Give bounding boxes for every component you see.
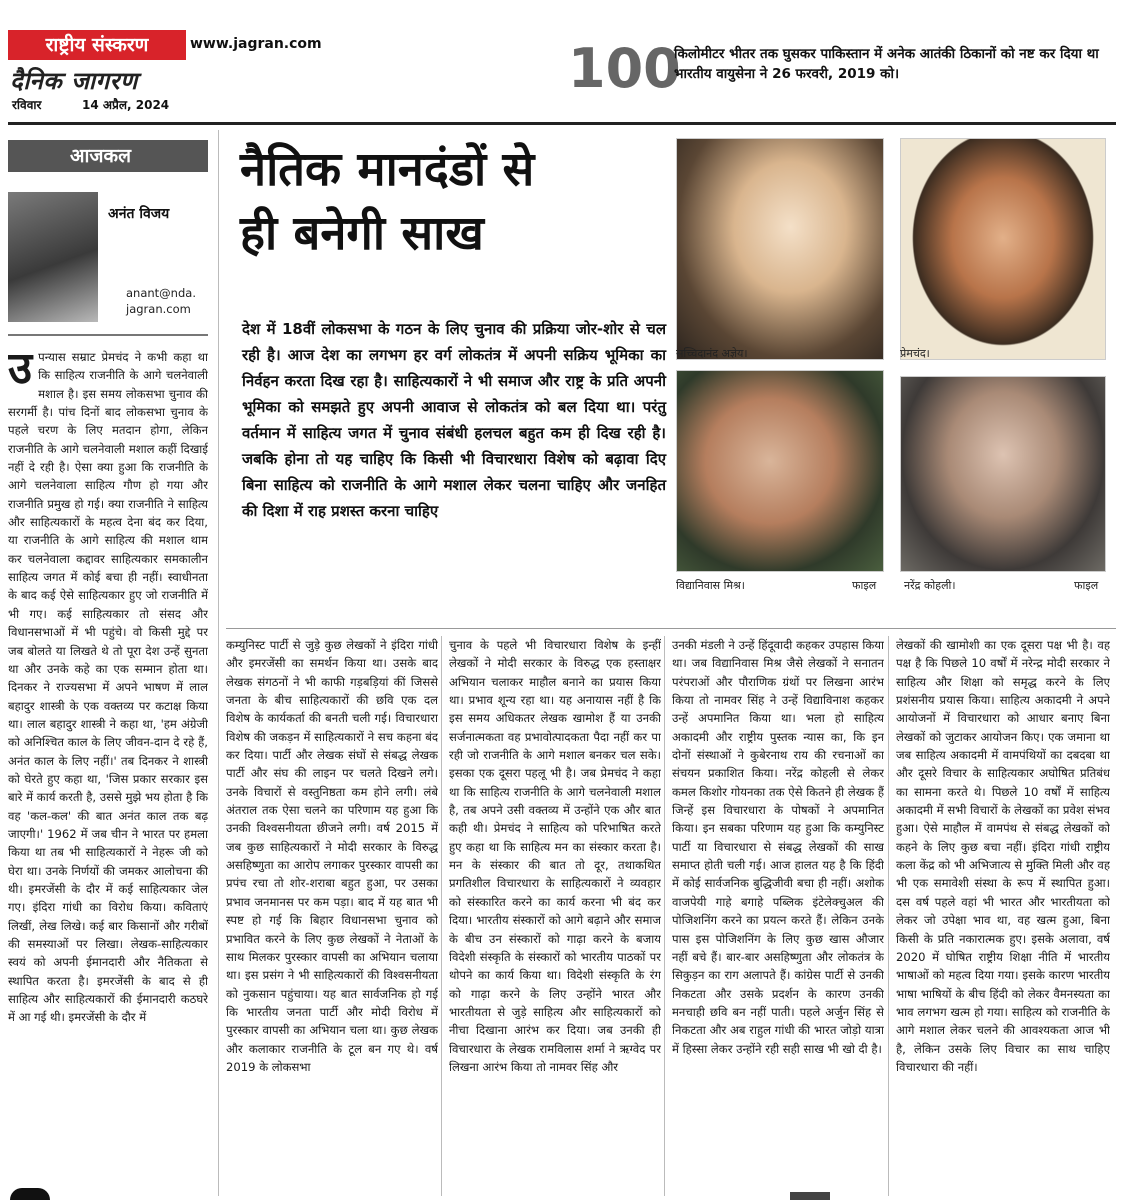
headline-line-2: ही बनेगी साख — [240, 206, 484, 261]
article-deck: देश में 18वीं लोकसभा के गठन के लिए चुनाव की प्रक्रिया जोर-शोर से चल रही है। आज देश का लगभग हर वर्ग लोकतंत्र में अपनी सक्रिय भूमिका का निर्वहन करता दिख रहा है। साहित्यकारों ने भी समाज और राष्ट्र के प्रति अपनी भूमिका को समझते हुए अपनी आवाज से लोकतंत्र को बल दिया था। परंतु वर्तमान में साहित्य जगत में चुनाव संबंधी हलचल बहुत कम ही दिख रही है। जबकि होना तो यह चाहिए कि किसी भी विचारधारा विशेष को बढ़ावा दिए बिना साहित्य को राजनीति के आगे मशाल लेकर चलना चाहिए और जनहित की दिशा में राह प्रशस्त करना चाहिए — [242, 320, 666, 520]
author-email-line1: anant@nda. — [126, 286, 196, 300]
file-credit-2: फाइल — [1074, 579, 1099, 592]
issue-day: रविवार — [12, 98, 42, 112]
author-name: अनंत विजय — [108, 206, 170, 222]
website-link[interactable]: www.jagran.com — [190, 36, 322, 52]
caption-agyeya: सच्चिदानंद अज्ञेय। — [676, 347, 748, 360]
column-divider — [888, 636, 889, 1196]
caption-vidyaniwas: विद्यानिवास मिश्र। — [676, 579, 745, 592]
body-divider — [226, 628, 1116, 629]
headline-line-1: नैतिक मानदंडों से — [240, 142, 535, 197]
fact-number: 100 — [568, 37, 681, 100]
dropcap: उ — [8, 348, 33, 394]
author-divider — [8, 334, 208, 336]
newspaper-logo: दैनिक जागरण — [10, 67, 138, 95]
footer-ornament — [10, 1188, 50, 1200]
footer-mark — [790, 1192, 830, 1200]
article-column-1 — [8, 348, 208, 1193]
column-divider — [664, 636, 665, 1196]
photo-narendra-kohli — [900, 376, 1106, 572]
article-column-3: चुनाव के पहले भी विचारधारा विशेष के इन्हीं लेखकों ने मोदी सरकार के विरुद्ध एक हस्ताक्षर अभियान चलाकर माहौल बनाने का प्रयास किया था। प्रभाव शून्य रहा था। यह अनायास नहीं है कि इस समय अधिकतर लेखक खामोश हैं या उनकी सर्जनात्मकता वह प्रभावोत्पादकता पैदा नहीं कर पा रही जो राजनीति के आगे मशाल बनकर चल सके। इसका एक दूसरा पहलू भी है। जब प्रेमचंद ने कहा था कि साहित्य राजनीति के आगे चलनेवाली मशाल है, तब अपने उसी वक्तव्य में उन्होंने एक और बात कही थी। प्रेमचंद ने साहित्य को परिभाषित करते हुए कहा था कि साहित्य मन का संस्कार करता है। मन के संस्कार की बात तो दूर, तथाकथित प्रगतिशील विचारधारा के साहित्यकारों ने व्यवहार को संस्कारित करने का कार्य करना भी बंद कर दिया। भारतीय संस्कारों को आगे बढ़ाने और समाज के बीच उन संस्कारों को गाढ़ा करने के बजाय विदेशी संस्कृति के संस्कारों को भारतीय पाठकों पर थोपने का कार्य किया था। विदेशी संस्कृति के रंग को गाढ़ा करने के लिए उन्होंने भारत और भारतीयता से जुड़े साहित्य और साहित्यकारों को नीचा दिखाना आरंभ कर दिया। जब उनकी ही विचारधारा के लेखक रामविलास शर्मा ने ऋग्वेद पर लिखना आरंभ किया तो नामवर सिंह और — [449, 638, 661, 1074]
caption-narendra-kohli: नरेंद्र कोहली। — [904, 579, 956, 592]
edition-badge: राष्ट्रीय संस्करण — [8, 30, 186, 60]
file-credit-1: फाइल — [852, 579, 877, 592]
column-tag: आजकल — [8, 140, 208, 172]
column-divider — [218, 130, 219, 1196]
caption-premchand: प्रेमचंद। — [900, 347, 930, 360]
article-column-5: लेखकों की खामोशी का एक दूसरा पक्ष भी है। वह पक्ष है कि पिछले 10 वर्षों में नरेन्द्र मोदी सरकार ने साहित्य और शिक्षा को समृद्ध करने के लिए प्रशंसनीय प्रयास किया। साहित्य अकादमी ने अपने आयोजनों में विचारधारा को आधार बनाए बिना लेखकों को जुटाकर आयोजन किए। एक जमाना था जब साहित्य अकादमी में वामपंथियों का दबदबा था और दूसरे विचार के साहित्यकार अघोषित प्रतिबंध का सामना करते थे। पिछले 10 वर्षों में साहित्य अकादमी में सभी विचारों के लेखकों का प्रवेश संभव हुआ। ऐसे माहौल में वामपंथ से संबद्ध लेखकों को कहने के लिए कुछ बचा नहीं। इंदिरा गांधी राष्ट्रीय कला केंद्र को भी अभिजात्य से मुक्ति मिली और वह भी एक समावेशी संस्था के रूप में स्थापित हुआ। दस वर्ष पहले वहां भी भारत और भारतीयता को लेकर जो उपेक्षा भाव था, वह खत्म हुआ, बिना किसी के प्रति नकारात्मक हुए। इसके अलावा, वर्ष 2020 में घोषित राष्ट्रीय शिक्षा नीति में भारतीय भाषाओं को महत्व दिया गया। इसके कारण भारतीय भाषा भाषियों के बीच हिंदी को लेकर वैमनस्यता का भाव लगभग खत्म हो गया। साहित्य को राजनीति के आगे मशाल लेकर चलने की आवश्यकता आज भी है, लेकिन उसके लिए विचार का साथ चाहिए विचारधारा की नहीं। — [896, 638, 1110, 1074]
masthead-divider — [8, 122, 1116, 125]
article-column-4: उनकी मंडली ने उन्हें हिंदूवादी कहकर उपहास किया था। जब विद्यानिवास मिश्र जैसे लेखकों ने सनातन परंपराओं और पौराणिक ग्रंथों पर लिखना आरंभ किया तो नामवर सिंह ने उन्हें विद्याविनाश कहकर उन्हें अपमानित किया था। भला हो साहित्य अकादमी और राष्ट्रीय पुस्तक न्यास का, कि इन दोनों संस्थाओं ने कुबेरनाथ राय की रचनाओं का संचयन प्रकाशित किया। नरेंद्र कोहली से लेकर कमल किशोर गोयनका तक ऐसे कितने ही लेखक हैं जिन्हें इस विचारधारा के पोषकों ने अपमानित किया। इन सबका परिणाम यह हुआ कि कम्युनिस्ट पार्टी या विचारधारा से संबद्ध लेखकों की साख समाप्त होती चली गई। आज हालत यह है कि हिंदी में कोई सार्वजनिक बुद्धिजीवी बचा ही नहीं। अशोक वाजपेयी गाहे बगाहे पब्लिक इंटेलेक्चुअल की पोजिशनिंग करने का प्रयत्न करते हैं। लेकिन उनके पास इस पोजिशनिंग के लिए कुछ खास औजार नहीं बचे हैं। बार-बार असहिष्णुता और लोकतंत्र के सिकुड़न का राग अलापते हैं। कांग्रेस पार्टी से उनकी निकटता और उसके प्रदर्शन के कारण उनकी मनचाही छवि बन नहीं पाती। पहले अर्जुन सिंह से निकटता और अब राहुल गांधी की भारत जोड़ो यात्रा में हिस्सा लेकर उन्होंने रही सही साख भी खो दी है। — [672, 638, 884, 1056]
author-email[interactable] — [126, 285, 196, 317]
photo-vidyaniwas — [676, 370, 884, 572]
photo-agyeya — [676, 138, 884, 360]
author-email-line2: jagran.com — [126, 302, 191, 316]
article-column-1-text: पन्यास सम्राट प्रेमचंद ने कभी कहा था कि साहित्य राजनीति के आगे चलनेवाली मशाल है। इस समय लोकसभा चुनाव की सरगर्मी है। पांच दिनों बाद लोकसभा चुनाव के पहले चरण के लिए मतदान होगा, लेकिन राजनीति के आगे चलनेवाली मशाल कहीं दिखाई नहीं दे रही है। ऐसा क्या हुआ कि राजनीति के आगे चलनेवाला साहित्य गौण हो गया और राजनीति प्रमुख हो गई। क्या राजनीति ने साहित्य और साहित्यकारों के महत्व देना बंद कर दिया, या राजनीति के आगे साहित्य की मशाल थाम कर चलनेवाला कद्दावर साहित्यकार समकालीन साहित्य जगत में कोई बचा ही नहीं। स्वाधीनता के बाद कई ऐसे साहित्यकार हुए जो राजनीति में भी गए। कई साहित्यकार तो संसद और विधानसभाओं में भी पहुंचे। वो किसी मुद्दे पर जब बोलते या लिखते थे तो पूरा देश उन्हें सुनता था और उनके कहे का एक सम्मान होता था। दिनकर ने राज्यसभा में अपने भाषण में लाल बहादुर शास्त्री के एक वक्तव्य पर कटाक्ष किया था। लाल बहादुर शास्त्री ने कहा था, 'हम अंग्रेजी को अनिश्चित काल के लिए जीवन-दान दे रहे हैं, अनंत काल के लिए नहीं।' तब दिनकर ने शास्त्री को घेरते हुए कहा था, 'जिस प्रकार सरकार इस बारे में कार्य करती है, उससे मुझे भय होता है कि वह 'कल-कल' की बात अनंत काल तक बढ़ जाएगी।' 1962 में जब चीन ने भारत पर हमला किया था तब भी साहित्यकारों ने नेहरू जी को घेरा था। उनके निर्णयों की जमकर आलोचना की थी। इमरजेंसी के दौर में कई साहित्यकार जेल गए। इंदिरा गांधी का विरोध किया। कविताएं लिखीं, लेख लिखे। कई बार किसानों और गरीबों की समस्याओं पर लिखा। लेखक-साहित्यकार स्वयं को अपनी ईमानदारी और नैतिकता से स्थापित करता है। इमरजेंसी के बाद से ही साहित्य और साहित्यकारों की ईमानदारी कठघरे में आ गई थी। इमरजेंसी के दौर में — [8, 350, 208, 1025]
article-headline — [240, 138, 670, 266]
article-column-2: कम्युनिस्ट पार्टी से जुड़े कुछ लेखकों ने इंदिरा गांधी और इमरजेंसी का समर्थन किया था। उसके बाद लेखक संगठनों ने भी काफी गड़बड़ियां कीं जिससे जनता के बीच साहित्यकारों की छवि एक दल विशेष के कार्यकर्ता की बनती चली गई। विचारधारा विशेष की जकड़न में साहित्यकारों ने सच कहना बंद कर दिया। पार्टी और लेखक संघों से संबद्ध लेखक पार्टी और संघ की लाइन पर चलते दिखने लगे। उनके विचारों से वस्तुनिष्ठता कम होने लगी। लंबे अंतराल तक ऐसा चलने का परिणाम यह हुआ कि उनकी विश्वसनीयता छीजने लगी। वर्ष 2015 में जब कुछ साहित्यकारों ने मोदी सरकार के विरुद्ध असहिष्णुता का आरोप लगाकर पुरस्कार वापसी का प्रपंच रचा तो शोर-शराबा बहुत हुआ, पर उसका प्रभाव जनमानस पर कम पड़ा। बाद में यह बात भी स्पष्ट हो गई कि बिहार विधानसभा चुनाव को प्रभावित करने के लिए कुछ लेखकों ने नेताओं के साथ मिलकर पुरस्कार वापसी का अभियान चलाया था। इस प्रसंग ने भी साहित्यकारों की विश्वसनीयता को नुकसान पहुंचाया। यह बात सार्वजनिक हो गई कि भारतीय जनता पार्टी और मोदी विरोध में पुरस्कार वापसी का अभियान चला था। कुछ लेखक और कलाकार राजनीति के टूल बन गए थे। वर्ष 2019 के लोकसभा — [226, 638, 438, 1074]
fact-text: किलोमीटर भीतर तक घुसकर पाकिस्तान में अनेक आतंकी ठिकानों को नष्ट कर दिया था भारतीय वायुसेना ने 26 फरवरी, 2019 को। — [674, 46, 1099, 82]
column-divider — [441, 636, 442, 1196]
photo-premchand — [900, 138, 1106, 360]
issue-date: 14 अप्रैल, 2024 — [82, 98, 170, 112]
author-photo — [8, 192, 98, 322]
